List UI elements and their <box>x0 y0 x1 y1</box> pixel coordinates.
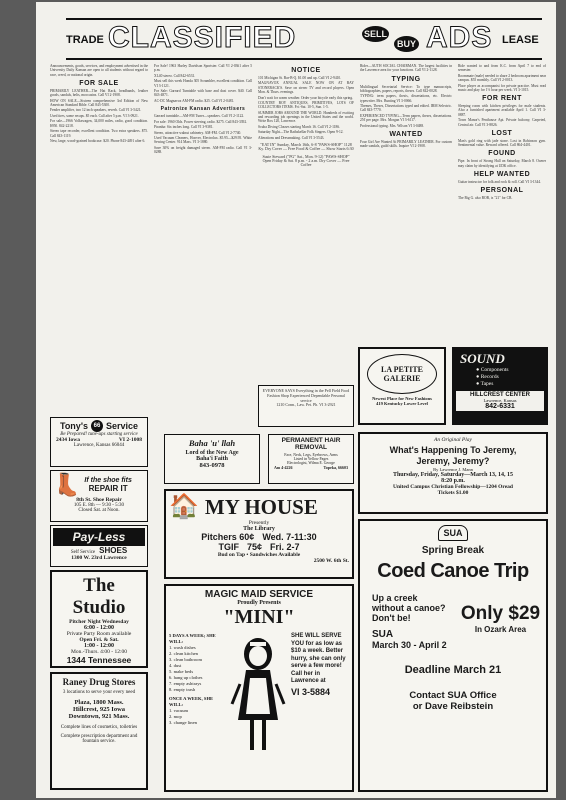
list-item: PRIMARILY LEATHER—The Hat Rack, headbands, leather goods, sandals, belts, moccasins. Call VI 2-1908. <box>50 88 148 98</box>
list-item: Garrard turntable—AM-FM Tuner—speakers. Call VI 2-1122. <box>154 114 245 119</box>
list-item: 7. empty ashtrays <box>169 681 202 686</box>
tonys-city: Lawrence, Kansas 66044 <box>73 443 125 448</box>
myhouse-title: MY HOUSE <box>204 494 318 519</box>
list-item: MAGNAVOX ANNUAL SALE NOW ON AT BAY STONEBACK'S. Save on stereo TV and record players. Open Mon. & Thurs. evenings. <box>258 81 354 95</box>
raney-line6: Complete prescription department and fountain service. <box>60 734 138 744</box>
play-ad <box>358 432 548 514</box>
list-item: HOW ON SALE—Sixteen comprehensive 3rd Edition of New American Standard Bible. Call 843-5300. <box>50 98 148 107</box>
hair-addr: Am 4-4226 <box>274 465 293 470</box>
payless-sub: Self Service <box>70 550 96 555</box>
shield-icon: 66 <box>91 420 103 432</box>
list-item: Guitar instructor for folk and rock & roll. Call VI 3-1344. <box>458 180 541 185</box>
bahai-title: Baha 'u' llah <box>188 438 236 448</box>
sua-canoe-ad <box>358 519 548 792</box>
list-item: 5. make beds <box>169 669 194 674</box>
myhouse-pitchers: Pitchers 60¢ <box>201 532 255 542</box>
list-item: For sale: 1960 Olds. Power steering, radio. $275. Call 843-3392. <box>154 119 248 124</box>
banner-trade: TRADE <box>66 34 104 46</box>
list-item: Scuba Diving Classes starting March 16. Call VI 2-1186. <box>258 124 341 129</box>
play-title: What's Happening To Jeremy, Jeremy, Jeremy? <box>389 445 517 466</box>
list-item: For sale—1966 Volkswagen, 34,000 miles, radio, good condition. $950. 842-2218. <box>50 119 148 128</box>
section-wanted: WANTED <box>389 131 423 139</box>
banner-sell: SELL <box>362 26 389 42</box>
list-item: AC-DC Magnavox AM-FM radio. $25. Call VI 2-0481. <box>154 98 235 103</box>
play-tickets: Tickets $1.00 <box>437 490 469 496</box>
play-by: By Lawrence J. Mann <box>433 467 473 472</box>
hair-removal-ad <box>268 434 354 484</box>
studio-line3: Private Party Room available <box>66 631 132 637</box>
studio-line2: 6:00 - 12:00 <box>84 625 114 631</box>
sua-logo-icon: SUA <box>438 525 468 541</box>
galerie-logo <box>367 354 437 394</box>
sound-title: SOUND <box>460 351 505 366</box>
raney-line3: Hillcrest, 925 Iowa <box>72 706 126 713</box>
myhouse-addr: 2500 W. 6th St. <box>313 558 349 564</box>
section-for-sale: FOR SALE <box>79 79 119 87</box>
sua-q2: without a canoe? <box>372 603 446 613</box>
section-help-wanted: HELP WANTED <box>473 171 531 179</box>
maid-once: ONCE A WEEK, SHE WILL: <box>169 696 214 707</box>
list-item: COUNTRY BOY ANTIQUES, PRIMITIVES, LOTS OF COLLECTORS ITEMS. Fri.-Sat. 10-5, Sun. 1-5. <box>258 101 354 110</box>
myhouse-bud: Bud on Tap • Sandwiches Available <box>217 552 301 558</box>
list-item: Stereo, attractive walnut cabinetry. AM-FM. Call VI 2-7740. <box>154 130 242 135</box>
list-item: Pipe. In front of Strong Hall on Saturday, March 8. Owner may claim by identifying at UDK office. <box>458 159 546 168</box>
column-for-sale <box>50 64 148 414</box>
studio-name: The Studio <box>72 575 126 618</box>
list-item: SUMMER JOBS AROUND THE WORLD. Hundreds of exciting and rewarding job openings in the United States and the world. Write Box 120, Lawrence. <box>258 110 354 124</box>
maid-illustration <box>225 633 291 763</box>
studio-ad <box>50 570 148 668</box>
everyone-says-text: EVERYONE SAYS Everything in the Pell Field Food Fashion Shop Experienced Dependable Personal service <box>262 388 350 403</box>
boot-icon: 👢 <box>53 472 81 497</box>
classified-banner <box>66 18 542 60</box>
sua-q3: Don't be! <box>372 613 411 623</box>
banner-title-ads: ADS <box>426 21 493 54</box>
studio-addr: 1344 Tennessee <box>66 655 132 665</box>
list-item: Stereo tape recorder, excellent condition. Two extra speakers. $75. Call 843-1119. <box>50 129 148 138</box>
section-personal: PERSONAL <box>480 187 524 195</box>
studio-line1: Pitcher Night Wednesday <box>69 619 129 625</box>
list-item: Saturday Night—The Rathskellar Folk Singers. Open 9-12. <box>258 130 344 135</box>
list-item: ● Components <box>476 367 509 373</box>
galerie-line1: Newest Place for New Fashions <box>372 396 432 401</box>
myhouse-presents: Presently <box>248 520 270 526</box>
galerie-ad <box>358 347 446 425</box>
maid-proud: Proudly Presents <box>237 600 281 606</box>
list-item: Used tires, some recaps. $5 each. Call after 5 p.m. VI 3-0921. <box>50 113 139 118</box>
list-item: New, large, wood-grained bookcase. $20. Phone 843-4491 after 6. <box>50 138 146 143</box>
repair-title: If the shoe fits <box>84 477 132 484</box>
section-found: FOUND <box>488 150 516 158</box>
everyone-says-addr: 1210 Conn., Law. Pet. Ph. VI 3-2921 <box>276 402 336 407</box>
section-for-rent: FOR RENT <box>482 95 522 103</box>
bahai-phone: 843-0978 <box>199 462 225 469</box>
list-item: Roommate (male) needed to share 2 bedroom apartment near campus. $55 monthly. Call VI 2-0013. <box>458 73 546 83</box>
column-typing <box>360 64 452 344</box>
list-item: Alterations and Dressmaking. Call VI 3-5543. <box>258 135 325 140</box>
column-2 <box>154 64 252 419</box>
list-item: EXPERIENCED TYPING—Term papers, theses, dissertations. 25¢ per page. Mrs. Morgan VI 3-6117. <box>360 113 452 123</box>
section-notice: NOTICE <box>291 67 321 74</box>
list-item: ● Tapes <box>476 381 494 387</box>
tonys-addr: 2434 Iowa <box>56 437 80 443</box>
house-icon: 🏠 <box>169 494 199 520</box>
list-item: Man's gold ring with jade stone. Lost in Robinson gym. Sentimental value. Reward offered. Call 864-4401. <box>458 138 546 148</box>
bahai-line1: Lord of the New Age <box>185 450 239 456</box>
list-item: 2. mop <box>169 714 182 719</box>
section-patronize: Patronize Kansan Advertisers <box>160 106 246 113</box>
list-item: Fender amplifier, two 12 inch speakers, reverb. Call VI 3-5421. <box>50 108 142 113</box>
shoe-repair-ad <box>50 470 148 522</box>
galerie-addr: 419 Kentucky Lower Level <box>376 401 428 406</box>
myhouse-lib: The Library <box>243 526 275 532</box>
list-item: 101 Michigan St. Bar-B-Q. $1.00 and up. Call VI 2-9410. <box>258 76 342 80</box>
play-pre: An Original Play <box>434 437 472 443</box>
banner-lease: LEASE <box>502 34 539 46</box>
hair-sub3: Electrologist, Wilma E. George <box>287 461 335 465</box>
everyone-says-ad <box>258 385 354 427</box>
tonys-phone: VI 2-1008 <box>118 437 142 443</box>
myhouse-tgif-price: 75¢ <box>246 542 262 552</box>
hair-title: PERMANENT HAIR REMOVAL <box>281 437 341 451</box>
list-item: 2. clean kitchen <box>169 651 198 656</box>
sua-contact: Contact SUA Office <box>409 690 497 701</box>
maid-mini: "MINI" <box>223 606 295 628</box>
sua-dates: March 30 - April 2 <box>372 640 447 650</box>
sua-name: SUA <box>372 629 394 640</box>
column-notice <box>258 64 354 394</box>
list-item: Themes, Theses, Dissertations typed and edited. IBM Selectric. Call 843-7770. <box>360 104 452 113</box>
bahai-ad <box>164 434 260 484</box>
list-item: ● Records <box>476 374 499 380</box>
raney-ad <box>50 672 148 790</box>
list-item: Rider—AUTH SOCIAL CHAIRMAN. The largest facilities in the Lawrence area for your functions. Call VI 2-1128. <box>360 64 452 73</box>
list-item: 8. empty trash <box>169 687 196 692</box>
myhouse-fri: Fri. 2-7 <box>270 542 300 552</box>
list-item: Ride wanted to and from K.C. from April 7 to end of semester. <box>458 64 546 73</box>
maid-days: 5 DAYS A WEEK; SHE WILL: <box>169 633 216 644</box>
list-item: Don't wait for warm weather. Order your bicycle early this spring. <box>258 95 354 100</box>
list-item: Save 30% on freight damaged stereo. AM-FM radio. Call VI 3-0288. <box>154 145 252 155</box>
eat-in-ad: "EAT IN" Sunday, March 16th, 6-8 "PAWS-SHOP" 1128 Ky. Dry Cover — Free Food & Coffee — Show Starts 6:30 <box>258 142 354 152</box>
column-rent <box>458 64 546 344</box>
sua-price: Only $29 <box>460 603 541 624</box>
repair-title2: REPAIR IT <box>88 484 128 493</box>
tonys-ad <box>50 417 148 467</box>
list-item: Professional typing. Mrs. Wilson VI 3-0488. <box>360 123 425 128</box>
play-org: United Campus Christian Fellowship—1204 Oread <box>393 484 513 490</box>
list-item: Must sell this week Honda 305 Scrambler, excellent condition. Call VI 3-1121. <box>154 79 252 88</box>
raney-name: Raney Drug Stores <box>62 677 136 687</box>
sound-center: HILLCREST CENTER <box>470 392 530 398</box>
play-time: 8:20 p.m. <box>441 478 465 484</box>
sua-trip: Coed Canoe Trip <box>377 560 529 582</box>
sua-spring: Spring Break <box>421 545 485 556</box>
raney-line4: Downtown, 921 Mass. <box>68 713 130 720</box>
raney-line1: 3 locations to serve your every need <box>62 690 136 695</box>
list-item: 3. clean bathroom <box>169 657 203 662</box>
sua-contact2: or Dave Reibstein <box>412 701 494 712</box>
list-item: Multilingual Secretarial Service: To type manuscripts, bibliographies, papers, reports, theses. Call 842-0028. <box>360 84 452 93</box>
newspaper-page <box>36 2 556 798</box>
banner-title-classified: CLASSIFIED <box>108 21 297 54</box>
repair-hours: 105 E. 8th — 9:30 - 5:30 <box>73 503 125 508</box>
list-item: The Big G. also BOB, is "21" for CB. <box>458 196 513 201</box>
tonys-service: Service <box>105 421 138 431</box>
list-item: TYPING: term papers, thesis, dissertations, etc. Electric typewriter. Mrs. Bunting VI 3-0066. <box>360 94 452 103</box>
paws-shop-ad: Susie Steward ("PG" Sat., Mon. 9-12) "PAWS-SHOP" Open Friday & Sat. 8 p.m. - 2 a.m. Dry Cover — Free Coffee <box>262 153 350 168</box>
raney-line5: Complete lines of cosmetics, toiletries <box>60 725 138 730</box>
list-item: 3. change linen <box>169 720 197 725</box>
list-item: 1. vacuum <box>169 708 189 713</box>
maid-title: MAGIC MAID SERVICE <box>204 589 314 600</box>
studio-line4: Open Fri. & Sat. <box>79 637 119 643</box>
list-item: Piranha: Six inches long. Call VI 3-9381. <box>154 125 214 130</box>
myhouse-wed: Wed. 7-11:30 <box>262 532 317 542</box>
bahai-line2: Baha'i Faith <box>196 456 228 462</box>
maid-figure-icon <box>228 634 288 762</box>
tonys-tag: Be Prepared! tune-ups starting service <box>60 432 138 437</box>
sound-phone: 842-6331 <box>485 403 515 410</box>
payless-addr: 1300 W. 23rd Lawrence <box>71 555 127 561</box>
list-item: XL40 stereo. Call 842-6531. <box>154 73 196 78</box>
sua-q1: Up a creek <box>372 593 418 603</box>
play-date: Thursday, Friday, Saturday—March 13, 14, 15 <box>392 472 514 478</box>
list-item: For Sale! 1963 Harley Davidson Sportster. Call VI 2-0361 after 5 p.m. <box>154 64 252 73</box>
section-lost: LOST <box>491 129 513 137</box>
list-item: 4. dust <box>169 663 182 668</box>
list-item: Place player as accompanist for private practice. Must read music and play for 1½ hour per week. VI 3-1015. <box>458 83 546 92</box>
studio-line6: Mon.-Thurs. 4:00 - 12:00 <box>70 649 128 655</box>
list-item: Used Vacuum Cleaners, Hoover, Electrolux. $5.95—$29.95. White Sewing Center. 914 Mass. VI 3-1880. <box>154 136 252 145</box>
sua-deadline: Deadline March 21 <box>404 664 502 676</box>
studio-line5: 1:00 - 12:00 <box>84 643 114 649</box>
maid-she: SHE WILL SERVE YOU for as low as $10 a week. Better hurry, she can only serve a few more! Call her in Lawrence at <box>291 633 346 684</box>
raney-line2: Plaza, 1800 Mass. <box>74 699 124 706</box>
repair-closed: Closed Sat. at Noon. <box>78 508 120 513</box>
payless-shoes: SHOES <box>99 546 128 555</box>
hair-sub: Face, Neck, Legs, Eyebrows, Arms <box>284 453 338 457</box>
list-item: Sleeping room with kitchen privileges for male students. Also a furnished apartment available April 1. Call VI 3-0887. <box>458 104 546 117</box>
banner-buy: BUY <box>394 36 419 52</box>
list-item: Four Girl Are Wanted At PRIMARILY LEATHER. For custom made sandals, guild skills. Inquire VI 2-1908. <box>360 140 452 149</box>
hair-sub2: Listed in Yellow Pages <box>293 457 329 461</box>
list-item: 1. wash dishes <box>169 645 196 650</box>
sound-ad <box>452 347 548 425</box>
magic-maid-ad <box>164 584 354 792</box>
section-typing: TYPING <box>391 75 421 83</box>
payless-ad <box>50 525 148 567</box>
list-item: For Sale: Garrard Turntable with base and dust cover. $40. Call 843-4871. <box>154 89 252 98</box>
galerie-title: LA PETITE GALERIE <box>380 365 423 383</box>
sua-area: In Ozark Area <box>474 625 527 634</box>
tonys-name: Tony's <box>59 421 88 431</box>
myhouse-tgif: TGIF <box>218 542 239 552</box>
list-item: 6. hang up clothes <box>169 675 203 680</box>
intro-text: Announcements, goods, services, and employment advertised in the University Daily Kansan are open to all students without regard to race, creed, or national origin. <box>50 64 148 77</box>
maid-phone: VI 3-5884 <box>291 686 331 697</box>
repair-addr: 8th St. Shoe Repair <box>76 497 122 503</box>
sound-city: Lawrence, Kansas <box>483 398 517 403</box>
hair-phone: Topeka, 66603 <box>323 465 348 470</box>
list-item: Town Manor's Penthouse Apt. Private balcony, Carpeted, Central air. Call VI 3-8826. <box>458 118 546 127</box>
my-house-ad <box>164 489 354 579</box>
payless-name: Pay-Less <box>53 528 145 546</box>
